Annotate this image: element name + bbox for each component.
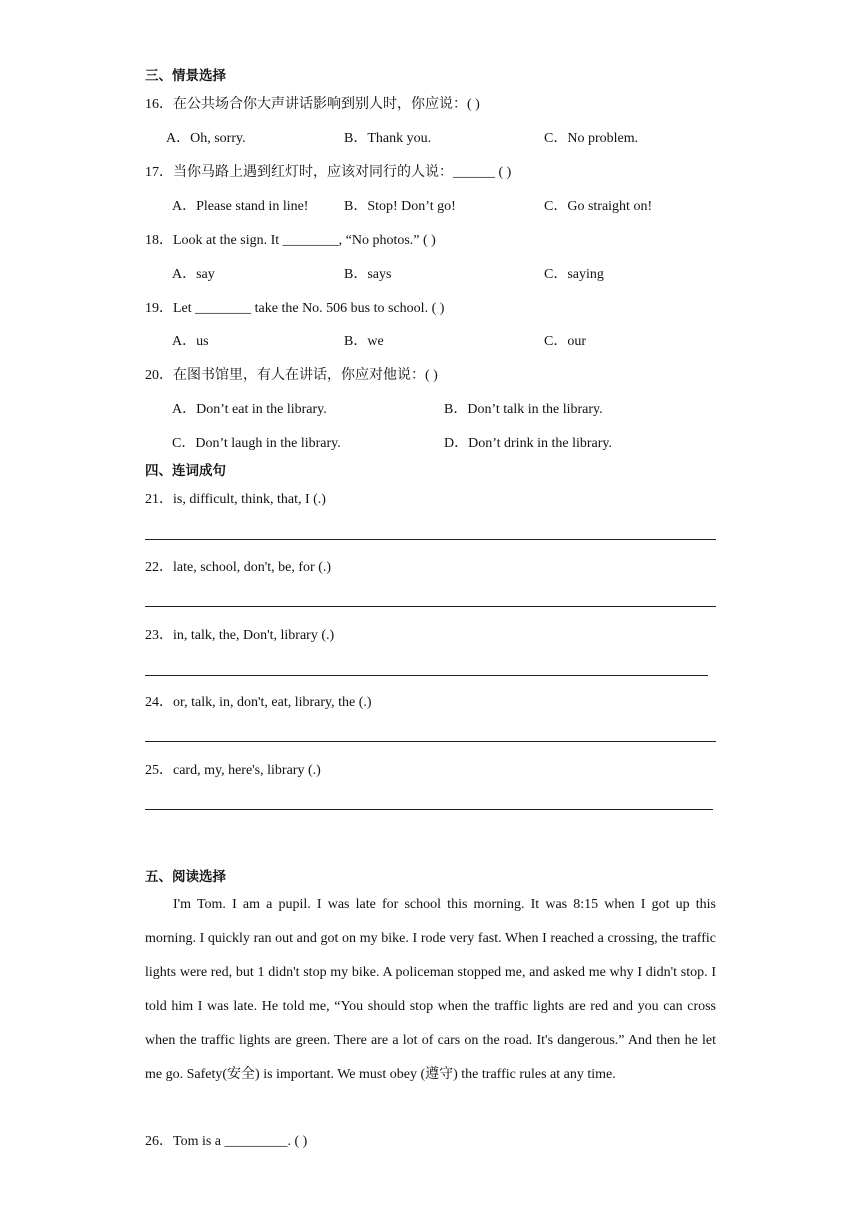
q17-option-b: B．Stop! Don’t go!: [344, 199, 456, 214]
question-16-stem: 16．在公共场合你大声讲话影响到别人时，你应说：( ): [145, 97, 480, 112]
question-21: 21．is, difficult, think, that, I (.): [145, 492, 326, 507]
question-23: 23．in, talk, the, Don't, library (.): [145, 628, 335, 643]
question-17-stem: 17．当你马路上遇到红灯时，应该对同行的人说：______ ( ): [145, 165, 512, 180]
q19-option-b: B．we: [344, 334, 384, 349]
q18-option-a: A．say: [172, 267, 215, 282]
question-19-stem: 19．Let ________ take the No. 506 bus to school. ( ): [145, 301, 445, 316]
question-18-stem: 18．Look at the sign. It ________, “No photos.” ( ): [145, 233, 436, 248]
q16-option-c: C．No problem.: [544, 131, 639, 146]
answer-line-22: [145, 606, 716, 607]
q20-option-a: A．Don’t eat in the library.: [172, 402, 327, 417]
answer-line-25: [145, 809, 713, 810]
q17-option-c: C．Go straight on!: [544, 199, 653, 214]
q18-option-b: B．says: [344, 267, 392, 282]
question-26: 26．Tom is a _________. ( ): [145, 1134, 308, 1149]
q20-option-c: C．Don’t laugh in the library.: [172, 436, 341, 451]
q19-option-a: A．us: [172, 334, 209, 349]
question-25: 25．card, my, here's, library (.): [145, 763, 321, 778]
q18-option-c: C．saying: [544, 267, 604, 282]
answer-line-21: [145, 539, 716, 540]
q20-option-d: D．Don’t drink in the library.: [444, 436, 612, 451]
question-24: 24．or, talk, in, don't, eat, library, the (.): [145, 695, 372, 710]
passage-text: I'm Tom. I am a pupil. I was late for school this morning. It was 8:15 when I got up this morning. I quickly ran out and got on my bike. I rode very fast. When I reached a crossing, the traffic lights were red, but 1 didn't stop my bike. A policeman stopped me, and asked me why I didn't stop. I told him I was late. He told me, “You should stop when the traffic lights are red and you can cross when the traffic lights are green. There are a lot of cars on the road. It's dangerous.” And then he let me go. Safety(安全) is important. We must obey (遵守) the traffic rules at any time.: [145, 897, 716, 1082]
answer-line-23: [145, 675, 708, 676]
section-heading-3: 三、情景选择: [145, 68, 226, 84]
q17-option-a: A．Please stand in line!: [172, 199, 309, 214]
q16-option-b: B．Thank you.: [344, 131, 432, 146]
section-heading-5: 五、阅读选择: [145, 869, 226, 885]
question-20-stem: 20．在图书馆里，有人在讲话，你应对他说：( ): [145, 368, 438, 383]
q20-option-b: B．Don’t talk in the library.: [444, 402, 603, 417]
question-22: 22．late, school, don't, be, for (.): [145, 560, 332, 575]
section-heading-4: 四、连词成句: [145, 463, 226, 479]
answer-line-24: [145, 741, 716, 742]
reading-passage: [145, 888, 716, 1092]
q16-option-a: A．Oh, sorry.: [166, 131, 246, 146]
q19-option-c: C．our: [544, 334, 586, 349]
